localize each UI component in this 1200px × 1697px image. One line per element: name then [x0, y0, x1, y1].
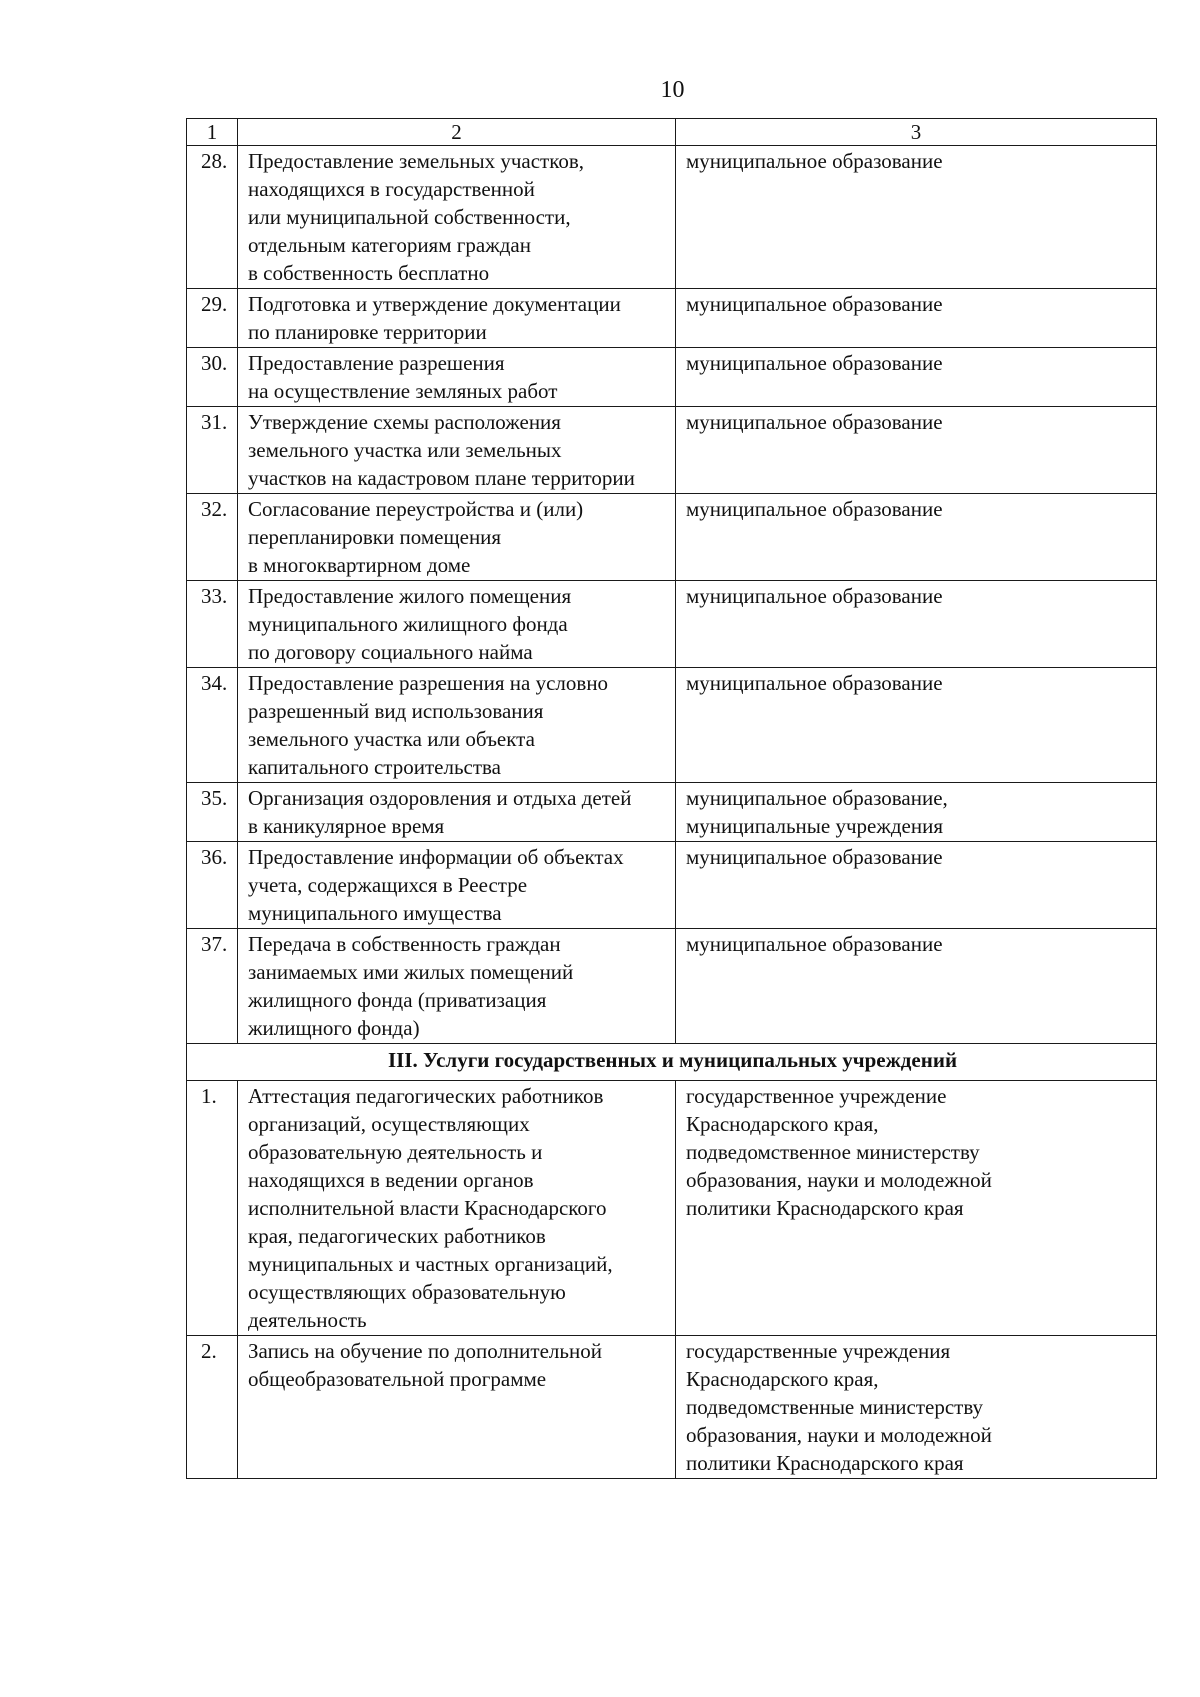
- row-number: 36.: [187, 842, 238, 929]
- service-provider: государственные учреждения Краснодарского края, подведомственные министерству образования, науки и молодежной политики Краснодарского края: [676, 1336, 1157, 1479]
- service-name: Передача в собственность граждан занимаемых ими жилых помещений жилищного фонда (приватизация жилищного фонда): [238, 929, 676, 1044]
- service-provider: муниципальное образование: [676, 407, 1157, 494]
- table-row: [187, 842, 1157, 929]
- service-name: Предоставление разрешения на осуществление земляных работ: [238, 348, 676, 407]
- table-row: [187, 1336, 1157, 1479]
- table-row: [187, 494, 1157, 581]
- service-name: Предоставление земельных участков, находящихся в государственной или муниципальной собственности, отдельным категориям граждан в собственность бесплатно: [238, 146, 676, 289]
- service-provider: муниципальное образование: [676, 494, 1157, 581]
- service-provider: муниципальное образование: [676, 842, 1157, 929]
- service-name: Утверждение схемы расположения земельного участка или земельных участков на кадастровом плане территории: [238, 407, 676, 494]
- page-number: 10: [660, 77, 685, 103]
- row-number: 34.: [187, 668, 238, 783]
- service-provider: муниципальное образование, муниципальные учреждения: [676, 783, 1157, 842]
- table-row: [187, 668, 1157, 783]
- section-heading: III. Услуги государственных и муниципальных учреждений: [187, 1044, 1157, 1081]
- column-header-3: 3: [676, 119, 1157, 146]
- service-provider: государственное учреждение Краснодарского края, подведомственное министерству образования, науки и молодежной политики Краснодарского края: [676, 1081, 1157, 1336]
- row-number: 33.: [187, 581, 238, 668]
- service-name: Аттестация педагогических работников организаций, осуществляющих образовательную деятельность и находящихся в ведении органов исполнительной власти Краснодарского края, педагогических работников муниципальных и частных организаций, осуществляющих образовательную деятельность: [238, 1081, 676, 1336]
- table-row: [187, 581, 1157, 668]
- service-provider: муниципальное образование: [676, 929, 1157, 1044]
- table-row: [187, 348, 1157, 407]
- row-number: 32.: [187, 494, 238, 581]
- row-number: 37.: [187, 929, 238, 1044]
- service-provider: муниципальное образование: [676, 289, 1157, 348]
- row-number: 2.: [187, 1336, 238, 1479]
- row-number: 28.: [187, 146, 238, 289]
- table-header-row: [187, 119, 1157, 146]
- service-provider: муниципальное образование: [676, 581, 1157, 668]
- table-row: [187, 146, 1157, 289]
- row-number: 29.: [187, 289, 238, 348]
- service-provider: муниципальное образование: [676, 146, 1157, 289]
- column-header-1: 1: [187, 119, 238, 146]
- table-row: [187, 289, 1157, 348]
- service-provider: муниципальное образование: [676, 668, 1157, 783]
- row-number: 31.: [187, 407, 238, 494]
- service-name: Предоставление разрешения на условно разрешенный вид использования земельного участка или объекта капитального строительства: [238, 668, 676, 783]
- table-row: [187, 929, 1157, 1044]
- service-name: Предоставление жилого помещения муниципального жилищного фонда по договору социального найма: [238, 581, 676, 668]
- column-header-2: 2: [238, 119, 676, 146]
- services-table: [186, 118, 1157, 1479]
- service-name: Подготовка и утверждение документации по планировке территории: [238, 289, 676, 348]
- service-provider: муниципальное образование: [676, 348, 1157, 407]
- table-row: [187, 1081, 1157, 1336]
- table-row: [187, 407, 1157, 494]
- row-number: 30.: [187, 348, 238, 407]
- service-name: Организация оздоровления и отдыха детей в каникулярное время: [238, 783, 676, 842]
- row-number: 1.: [187, 1081, 238, 1336]
- section-heading-row: [187, 1044, 1157, 1081]
- service-name: Запись на обучение по дополнительной общеобразовательной программе: [238, 1336, 676, 1479]
- service-name: Согласование переустройства и (или) перепланировки помещения в многоквартирном доме: [238, 494, 676, 581]
- row-number: 35.: [187, 783, 238, 842]
- service-name: Предоставление информации об объектах учета, содержащихся в Реестре муниципального имущества: [238, 842, 676, 929]
- table-row: [187, 783, 1157, 842]
